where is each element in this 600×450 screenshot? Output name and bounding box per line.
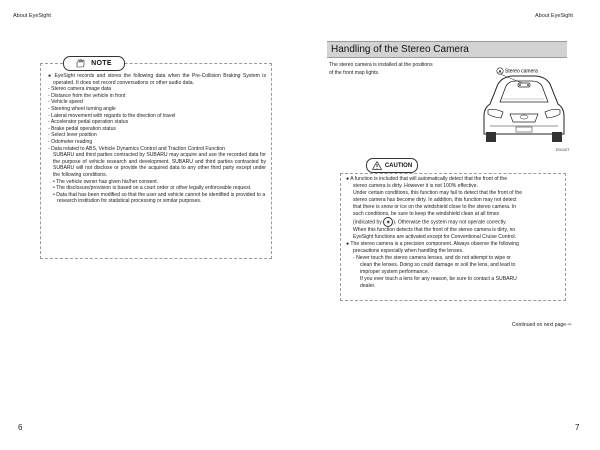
running-header-left: About EyeSight bbox=[13, 13, 51, 19]
camera-indicator-icon: ◉ bbox=[383, 217, 393, 227]
caution-line: such conditions, be sure to keep the windshield clean at all times bbox=[353, 210, 500, 217]
caution-line: ● The stereo camera is a precision component. Always observe the following bbox=[346, 241, 519, 248]
note-item: - Accelerator pedal operation status bbox=[48, 119, 129, 126]
note-item: - Odometer reading bbox=[48, 138, 93, 145]
caution-line: Under certain conditions, this function may fail to detect that the front of the bbox=[353, 189, 523, 196]
section-intro bbox=[329, 61, 461, 77]
note-condition: • The vehicle owner has given his/her consent. bbox=[53, 178, 159, 185]
section-title: Handling of the Stereo Camera bbox=[327, 41, 567, 58]
note-item: - Select lever position bbox=[48, 132, 97, 139]
note-item: - Brake pedal operation status bbox=[48, 125, 116, 132]
figure-code: E01107 bbox=[556, 147, 570, 152]
caution-line: - Never touch the stereo camera lenses, and do not attempt to wipe or bbox=[353, 255, 511, 262]
figure-callout-label: Stereo camera bbox=[505, 68, 538, 75]
note-item: - Lateral movement with regards to the direction of travel bbox=[48, 112, 176, 119]
caution-line: precautions especially when handling the lenses. bbox=[353, 248, 464, 255]
note-label: NOTE bbox=[91, 60, 112, 67]
note-body bbox=[46, 73, 266, 205]
caution-line: that there is snow or ice on the windshield close to the stereo camera. In bbox=[353, 203, 517, 210]
caution-line: stereo camera is dirty. However it is not 100% effective. bbox=[353, 182, 478, 189]
caution-icon-text-before: (indicated by bbox=[353, 219, 382, 226]
caution-line: clean the lenses. Doing so could damage or soil the lens, and lead to bbox=[360, 261, 516, 268]
note-item: - Stereo camera image data bbox=[48, 86, 112, 93]
note-condition: • Data that has been modified so that the user and vehicle cannot be identified is provided to a research institution for statistical processing or similar purposes. bbox=[53, 191, 266, 205]
note-item: - Vehicle speed bbox=[48, 99, 83, 106]
caution-line: dealer. bbox=[360, 282, 376, 289]
intro-line: The stereo camera is installed at the positions bbox=[329, 62, 433, 68]
note-intro: ● EyeSight records and stores the following data when the Pre-Collision Braking System is operated. It does not record conversations or other audio data. bbox=[48, 73, 266, 86]
note-paragraph: SUBARU and third parties contracted by SUBARU may acquire and use the recorded data for the purpose of vehicle research and development. SUBARU and third parties contracted by SUBARU will not disclose or provide the acquired data to any other third party except under the following conditions. bbox=[53, 152, 266, 178]
hand-note-icon bbox=[76, 55, 86, 73]
caution-line: stereo camera has become dirty. In addition, this function may not detect bbox=[353, 196, 517, 203]
intro-line: of the front map lights. bbox=[329, 70, 380, 76]
caution-icon-text-after: ). Otherwise the system may not operate correctly. bbox=[393, 219, 507, 226]
running-header-right: About EyeSight bbox=[535, 13, 573, 19]
caution-line-with-icon bbox=[346, 217, 560, 227]
caution-body bbox=[346, 176, 560, 290]
note-condition: • The disclosure/provision is based on a court order or other legally enforceable request. bbox=[53, 185, 252, 192]
page-number-right: 7 bbox=[575, 423, 580, 432]
page-number-left: 6 bbox=[18, 423, 23, 432]
figure-callout-letter: A bbox=[498, 68, 502, 74]
caution-label: CAUTION bbox=[384, 162, 413, 169]
caution-line: If you ever touch a lens for any reason, be sure to contact a SUBARU bbox=[360, 275, 517, 282]
caution-line: ● A function is included that will automatically detect that the front of the bbox=[346, 176, 508, 182]
caution-line: EyeSight functions are activated except for Conventional Cruise Control. bbox=[353, 234, 517, 241]
caution-line: When this function detects that the front of the stereo camera is dirty, no bbox=[353, 227, 516, 234]
continued-on-next-page: Continued on next page ⇨ bbox=[512, 322, 572, 328]
note-item: - Distance from the vehicle in front bbox=[48, 92, 126, 99]
caution-tab bbox=[366, 158, 418, 173]
note-tab bbox=[63, 56, 125, 71]
note-item: - Steering wheel turning angle bbox=[48, 105, 116, 112]
caution-line: improper system performance. bbox=[360, 268, 430, 275]
car-front-illustration bbox=[478, 64, 570, 146]
warning-triangle-icon bbox=[372, 161, 382, 170]
note-item: - Data related to ABS, Vehicle Dynamics Control and Traction Control Function bbox=[48, 145, 225, 152]
